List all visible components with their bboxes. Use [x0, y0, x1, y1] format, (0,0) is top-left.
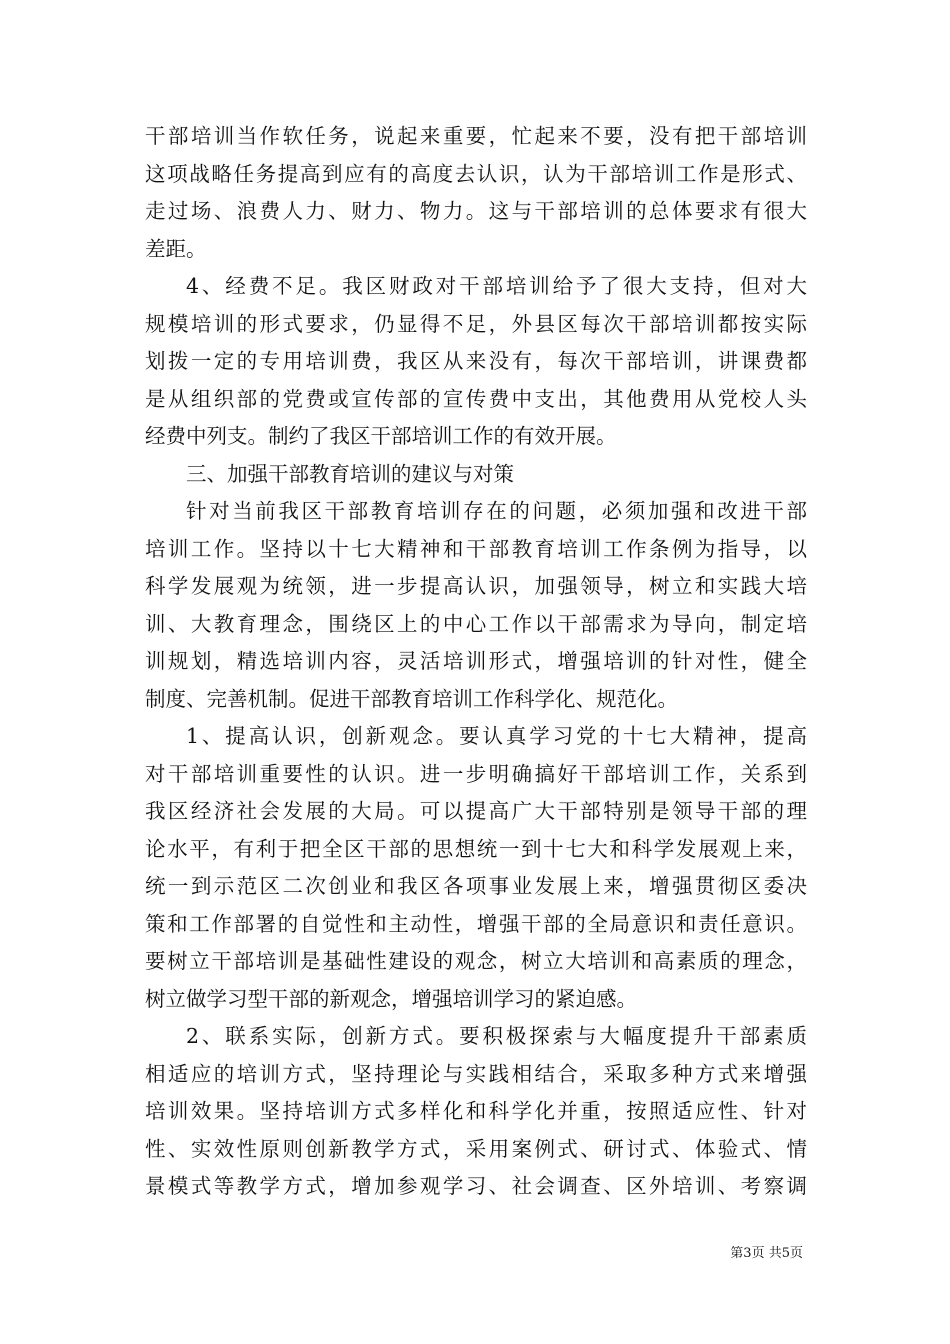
- text-line: 三、加强干部教育培训的建议与对策: [186, 461, 514, 486]
- text-line: 4、经费不足。我区财政对干部培训给予了很大支持，但对大: [186, 274, 807, 298]
- page-footer: [0, 1246, 803, 1262]
- text-line: 培训效果。坚持培训方式多样化和科学化并重，按照适应性、针对: [145, 1099, 807, 1123]
- text-line: 要树立干部培训是基础性建设的观念，树立大培训和高素质的理念，: [145, 949, 807, 973]
- text-line: 树立做学习型干部的新观念，增强培训学习的紧迫感。: [145, 986, 637, 1011]
- text-line: 2、联系实际，创新方式。要积极探索与大幅度提升干部素质: [186, 1024, 807, 1048]
- text-line: 对干部培训重要性的认识。进一步明确搞好干部培训工作，关系到: [145, 761, 807, 786]
- text-line: 这项战略任务提高到应有的高度去认识，认为干部培训工作是形式、: [145, 161, 807, 186]
- text-line: 训、大教育理念，围绕区上的中心工作以干部需求为导向，制定培: [145, 611, 807, 636]
- text-line: 经费中列支。制约了我区干部培训工作的有效开展。: [145, 424, 617, 448]
- footer-prefix: 第: [730, 1246, 744, 1261]
- footer-middle: 页 共: [751, 1246, 782, 1261]
- text-line: 1、提高认识，创新观念。要认真学习党的十七大精神，提高: [186, 724, 807, 748]
- text-line: 差距。: [145, 236, 207, 261]
- text-line: 策和工作部署的自觉性和主动性，增强干部的全局意识和责任意识。: [145, 911, 807, 936]
- text-line: 训规划，精选培训内容，灵活培训形式，增强培训的针对性，健全: [145, 649, 807, 673]
- text-line: 走过场、浪费人力、财力、物力。这与干部培训的总体要求有很大: [145, 199, 807, 223]
- text-line: 景模式等教学方式，增加参观学习、社会调查、区外培训、考察调: [145, 1174, 807, 1198]
- paragraph: [145, 268, 807, 456]
- paragraph: [145, 493, 807, 718]
- text-line: 培训工作。坚持以十七大精神和干部教育培训工作条例为指导，以: [145, 536, 807, 561]
- text-line: 统一到示范区二次创业和我区各项事业发展上来，增强贯彻区委决: [145, 874, 807, 898]
- text-line: 划拨一定的专用培训费，我区从来没有，每次干部培训，讲课费都: [145, 349, 807, 373]
- text-line: 规模培训的形式要求，仍显得不足，外县区每次干部培训都按实际: [145, 311, 807, 336]
- paragraph: [145, 718, 807, 1018]
- footer-total-pages: 5: [781, 1246, 790, 1261]
- paragraph: [145, 118, 807, 268]
- text-line: 是从组织部的党费或宣传部的宣传费中支出，其他费用从党校人头: [145, 386, 807, 411]
- text-line: 针对当前我区干部教育培训存在的问题，必须加强和改进干部: [186, 499, 807, 523]
- text-line: 我区经济社会发展的大局。可以提高广大干部特别是领导干部的理: [145, 799, 807, 823]
- paragraph: [145, 1018, 807, 1206]
- text-line: 干部培训当作软任务，说起来重要，忙起来不要，没有把干部培训: [145, 124, 807, 148]
- text-line: 论水平，有利于把全区干部的思想统一到十七大和科学发展观上来，: [145, 836, 807, 861]
- footer-suffix: 页: [789, 1246, 803, 1261]
- body-text: [145, 118, 807, 1206]
- text-line: 科学发展观为统领，进一步提高认识，加强领导，树立和实践大培: [145, 574, 807, 598]
- paragraph: [145, 456, 807, 494]
- text-line: 性、实效性原则创新教学方式，采用案例式、研讨式、体验式、情: [145, 1136, 807, 1161]
- text-line: 制度、完善机制。促进干部教育培训工作科学化、规范化。: [145, 686, 678, 711]
- footer-page-number: 3: [743, 1246, 752, 1261]
- text-line: 相适应的培训方式，坚持理论与实践相结合，采取多种方式来增强: [145, 1061, 807, 1086]
